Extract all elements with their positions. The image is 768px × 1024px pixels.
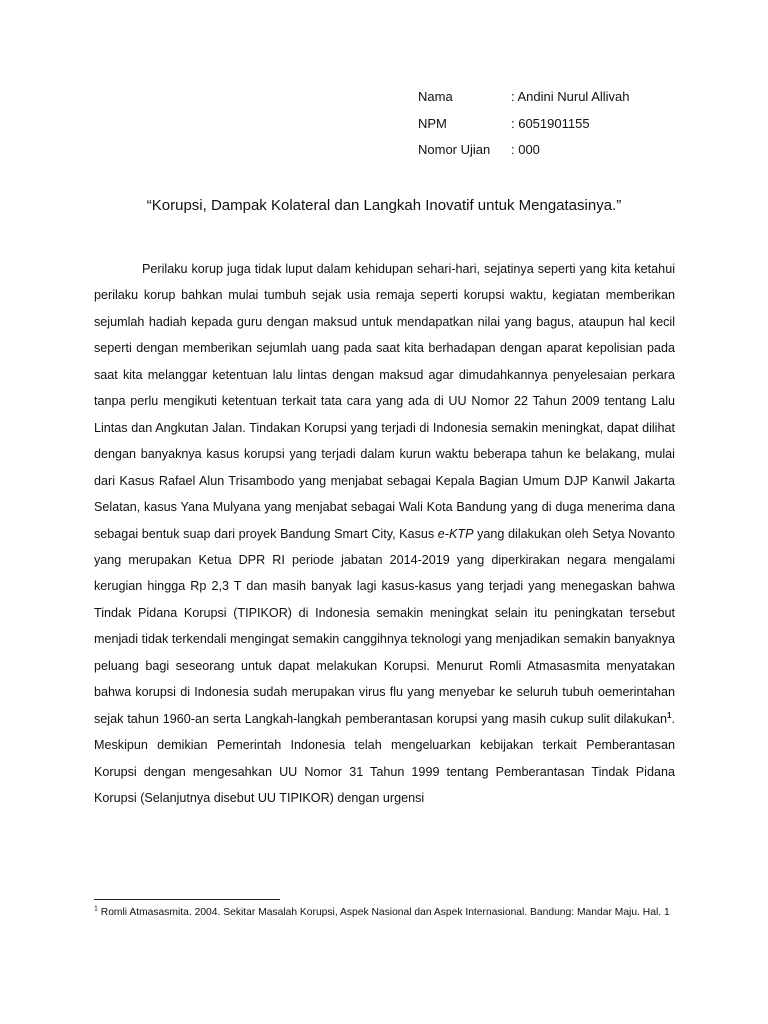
student-identity-block [418, 87, 630, 167]
paragraph-text-part1: Perilaku korup juga tidak luput dalam kehidupan sehari-hari, sejatinya seperti yang kita ketahui perilaku korup bahkan mulai tumbuh sejak usia remaja seperti korupsi waktu, kegiatan memberikan sejumlah hadiah kepada guru dengan maksud untuk mendapatkan nilai yang bagus, ataupun hal kecil seperti dengan memberikan sejumlah uang pada saat kita berhadapan dengan aparat kepolisian pada saat kita melanggar ketentuan lalu lintas dengan maksud agar dimudahkannya penyelesaian perkara tanpa perlu mengikuti ketentuan terkait tata cara yang ada di UU Nomor 22 Tahun 2009 tentang Lalu Lintas dan Angkutan Jalan. Tindakan Korupsi yang terjadi di Indonesia semakin meningkat, dapat dilihat dengan banyaknya kasus korupsi yang terjadi dalam kurun waktu beberapa tahun ke belakang, mulai dari Kasus Rafael Alun Trisambodo yang menjabat sebagai Kepala Bagian Umum DJP Kanwil Jakarta Selatan, kasus Yana Mulyana yang menjabat sebagai Wali Kota Bandung yang di duga menerima dana sebagai bentuk suap dari proyek Bandung Smart City, Kasus [94, 262, 675, 541]
paragraph-text-part2: yang dilakukan oleh Setya Novanto yang merupakan Ketua DPR RI periode jabatan 2014-2019 yang diperkirakan negara mengalami kerugian hingga Rp 2,3 T dan masih banyak lagi kasus-kasus yang terjadi yang menegaskan bahwa Tindak Pidana Korupsi (TIPIKOR) di Indonesia semakin meningkat selain itu peningkatan tersebut menjadi tidak terkendali mengingat semakin canggihnya teknologi yang menjadikan semakin banyaknya peluang bagi seseorang untuk dapat melakukan Korupsi. Menurut Romli Atmasasmita menyatakan bahwa korupsi di Indonesia sudah merupakan virus flu yang menyebar ke seluruh tubuh oemerintahan sejak tahun 1960-an serta Langkah-langkah pemberantasan korupsi yang masih cukup sulit dilakukan [94, 526, 675, 726]
paragraph-italic-term: e-KTP [437, 526, 474, 541]
footnote-text: Romli Atmasasmita. 2004. Sekitar Masalah Korupsi, Aspek Nasional dan Aspek Internasional. Bandung: Mandar Maju. Hal. 1 [97, 907, 670, 918]
footnote-number: 1 [94, 905, 98, 913]
identity-value: : 000 [511, 142, 540, 157]
identity-label: NPM [418, 115, 447, 131]
paragraph-text-part3: . Meskipun demikian Pemerintah Indonesia telah mengeluarkan kebijakan terkait Pemberantasan Korupsi dengan mengesahkan UU Nomor 31 Tahun 1999 tentang Pemberantasan Tindak Pidana Korupsi (Selanjutnya disebut UU TIPIKOR) dengan urgensi [94, 711, 675, 806]
identity-label: Nomor Ujian [418, 142, 491, 157]
identity-label: Nama [418, 89, 453, 104]
identity-value: : 6051901155 [511, 115, 590, 131]
identity-row-npm [418, 114, 630, 141]
identity-row-exam-number [418, 140, 630, 167]
identity-row-name [418, 87, 630, 114]
essay-paragraph [94, 256, 675, 812]
essay-title: “Korupsi, Dampak Kolateral dan Langkah Inovatif untuk Mengatasinya.” [146, 197, 622, 214]
footnote-reference[interactable]: 1 [667, 710, 672, 720]
footnote [94, 905, 675, 921]
footnote-separator [94, 899, 280, 900]
identity-value: : Andini Nurul Allivah [511, 89, 630, 104]
